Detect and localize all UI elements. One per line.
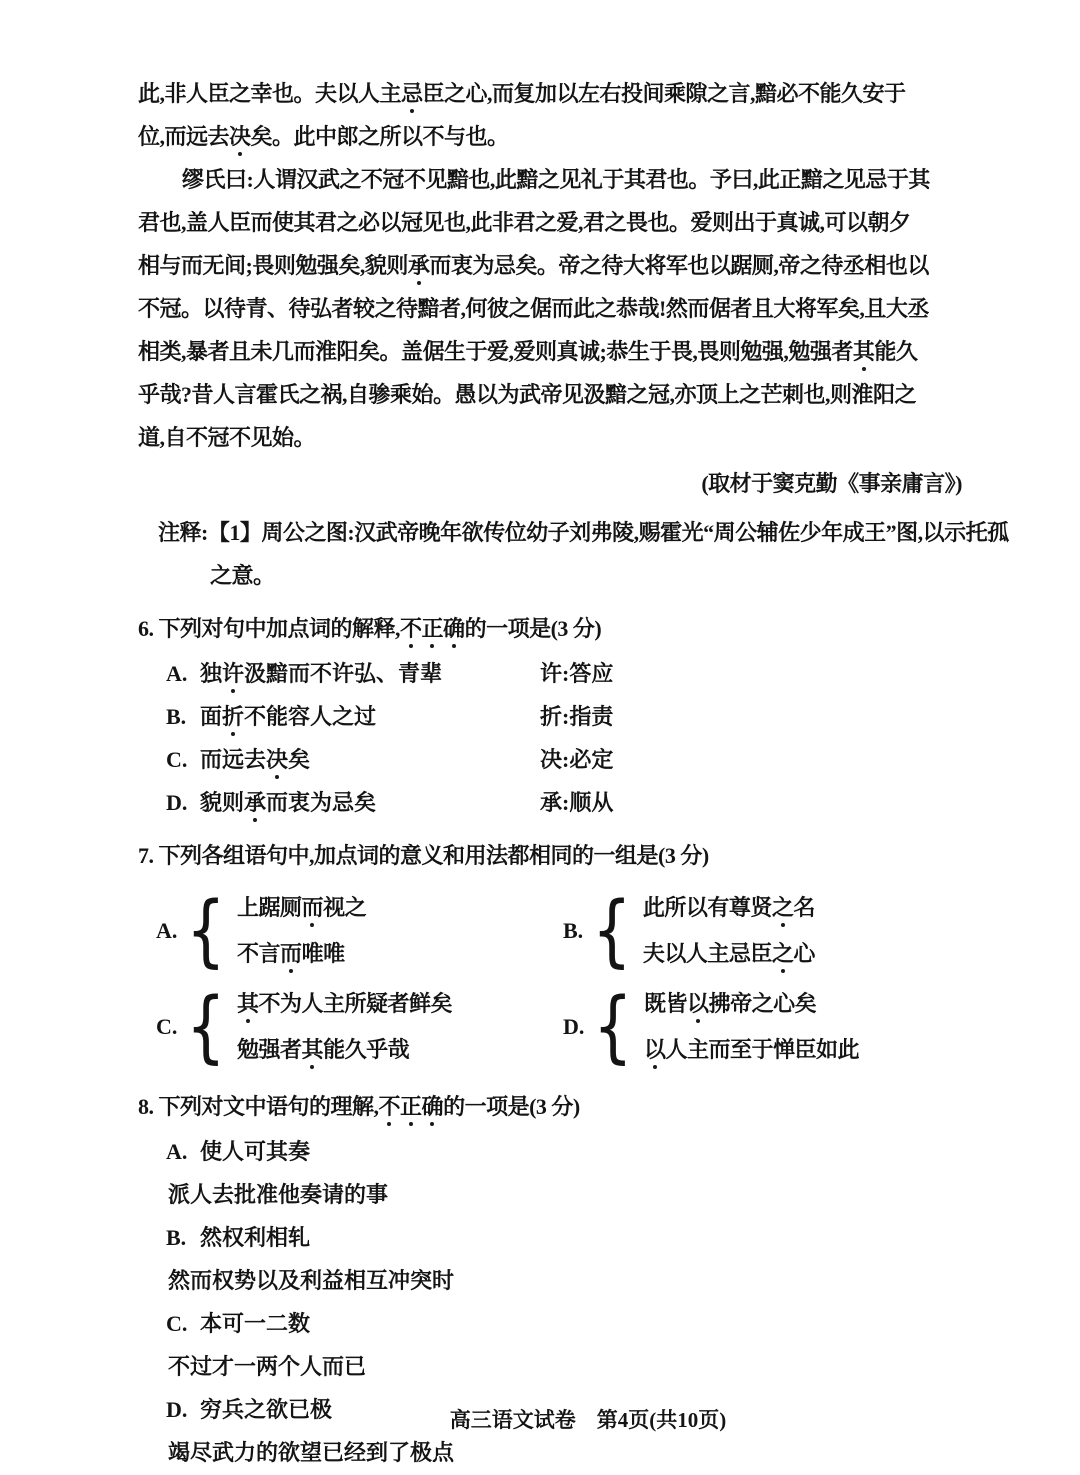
option-sentence: 勉强者其能久乎哉 bbox=[237, 1037, 410, 1062]
option-gloss: 承:顺从 bbox=[540, 790, 614, 815]
option-text: 然权利相轧 bbox=[200, 1225, 311, 1250]
passage-line: 缪氏曰:人谓汉武之不冠不见黯也,此黯之见礼于其君也。予曰,此正黯之见忌于其 bbox=[182, 167, 930, 192]
option-block-c bbox=[138, 1302, 962, 1388]
option-sentence: 既皆以拂帝之心矣 bbox=[644, 991, 817, 1016]
question-6-options bbox=[138, 652, 962, 824]
passage-line: 不冠。以待青、待弘者较之待黯者,何彼之倨而此之恭哉!然而倨者且大将军矣,且大丞 bbox=[138, 296, 929, 321]
option-group-d bbox=[545, 979, 859, 1075]
option-gloss: 折:指责 bbox=[540, 704, 614, 729]
option-row-b bbox=[138, 695, 962, 738]
option-text: 穷兵之欲已极 bbox=[200, 1397, 333, 1422]
option-gloss: 许:答应 bbox=[540, 661, 614, 686]
option-label: D. bbox=[166, 1397, 188, 1422]
option-block-a bbox=[138, 1130, 962, 1216]
option-sentence: 以人主而至于惮臣如此 bbox=[644, 1037, 860, 1062]
option-translation: 派人去批准他奏请的事 bbox=[168, 1182, 389, 1207]
option-row-c bbox=[138, 738, 962, 781]
option-group-b bbox=[545, 883, 815, 979]
brace-glyph: { bbox=[186, 982, 227, 1072]
option-label: A. bbox=[166, 661, 188, 686]
option-text: 本可一二数 bbox=[200, 1311, 311, 1336]
option-label: C. bbox=[166, 747, 188, 772]
footnote-line: 之意。 bbox=[210, 563, 275, 588]
option-text: 貌则承而衷为忌矣 bbox=[200, 790, 377, 815]
passage bbox=[138, 72, 962, 505]
question-7-stem: 7. 下列各组语句中,加点词的意义和用法都相同的一组是(3 分) bbox=[138, 843, 709, 868]
page-footer: 高三语文试卷 第4页(共10页) bbox=[449, 1408, 727, 1432]
option-gloss: 决:必定 bbox=[540, 747, 614, 772]
option-label: B. bbox=[166, 1225, 187, 1250]
option-label: C. bbox=[166, 1311, 188, 1336]
question-6-stem: 6. 下列对句中加点词的解释,不正确的一项是(3 分) bbox=[138, 616, 602, 641]
footnote bbox=[158, 511, 1009, 597]
option-row-a bbox=[138, 652, 962, 695]
passage-line: 道,自不冠不见始。 bbox=[138, 425, 316, 450]
option-sentence: 不言而唯唯 bbox=[237, 941, 345, 966]
option-group-a bbox=[138, 883, 545, 979]
option-label: A. bbox=[156, 918, 178, 943]
option-text: 面折不能容人之过 bbox=[200, 704, 377, 729]
option-sentence: 此所以有尊贤之名 bbox=[642, 895, 815, 920]
brace-glyph: { bbox=[592, 886, 632, 976]
option-label: B. bbox=[563, 918, 584, 943]
option-text: 而远去决矣 bbox=[200, 747, 311, 772]
source-attribution: (取材于窦克勤《事亲庸言》) bbox=[701, 471, 962, 496]
question-7 bbox=[138, 834, 962, 1075]
option-translation: 然而权势以及利益相互冲突时 bbox=[168, 1268, 455, 1293]
question-6 bbox=[138, 607, 962, 824]
brace-glyph: { bbox=[186, 886, 227, 976]
passage-line: 相与而无间;畏则勉强矣,貌则承而衷为忌矣。帝之待大将军也以踞厕,帝之待丞相也以 bbox=[138, 253, 929, 278]
passage-line: 君也,盖人臣而使其君之必以冠见也,此非君之爱,君之畏也。爱则出于真诚,可以朝夕 bbox=[138, 210, 911, 235]
option-translation: 竭尽武力的欲望已经到了极点 bbox=[168, 1440, 455, 1465]
footnote-line: 注释:【1】周公之图:汉武帝晚年欲传位幼子刘弗陵,赐霍光“周公辅佐少年成王”图,以示托孤 bbox=[158, 520, 1009, 545]
option-block-b bbox=[138, 1216, 962, 1302]
question-8-stem: 8. 下列对文中语句的理解,不正确的一项是(3 分) bbox=[138, 1094, 580, 1119]
option-label: D. bbox=[166, 790, 188, 815]
option-text: 使人可其奏 bbox=[200, 1139, 311, 1164]
option-label: B. bbox=[166, 704, 187, 729]
passage-line: 乎哉?昔人言霍氏之祸,自骖乘始。愚以为武帝见汲黯之冠,亦顶上之芒刺也,则淮阳之 bbox=[138, 382, 917, 407]
option-sentence: 上踞厕而视之 bbox=[237, 895, 367, 920]
option-row-d bbox=[138, 781, 962, 824]
option-label: C. bbox=[156, 1014, 178, 1039]
passage-line: 相类,暴者且未几而淮阳矣。盖倨生于爱,爱则真诚;恭生于畏,畏则勉强,勉强者其能久 bbox=[138, 339, 918, 364]
question-7-options bbox=[138, 883, 962, 1075]
option-label: D. bbox=[563, 1014, 585, 1039]
passage-line: 位,而远去决矣。此中郎之所以不与也。 bbox=[138, 124, 509, 149]
passage-line: 此,非人臣之幸也。夫以人主忌臣之心,而复加以左右投间乘隙之言,黯必不能久安于 bbox=[138, 81, 906, 106]
page-content bbox=[138, 72, 1009, 1474]
option-label: A. bbox=[166, 1139, 188, 1164]
option-text: 独许汲黯而不许弘、青辈 bbox=[200, 661, 443, 686]
option-sentence: 其不为人主所疑者鲜矣 bbox=[237, 991, 453, 1016]
option-translation: 不过才一两个人而已 bbox=[168, 1354, 367, 1379]
option-sentence: 夫以人主忌臣之心 bbox=[642, 941, 815, 966]
option-group-c bbox=[138, 979, 545, 1075]
brace-glyph: { bbox=[593, 982, 634, 1072]
